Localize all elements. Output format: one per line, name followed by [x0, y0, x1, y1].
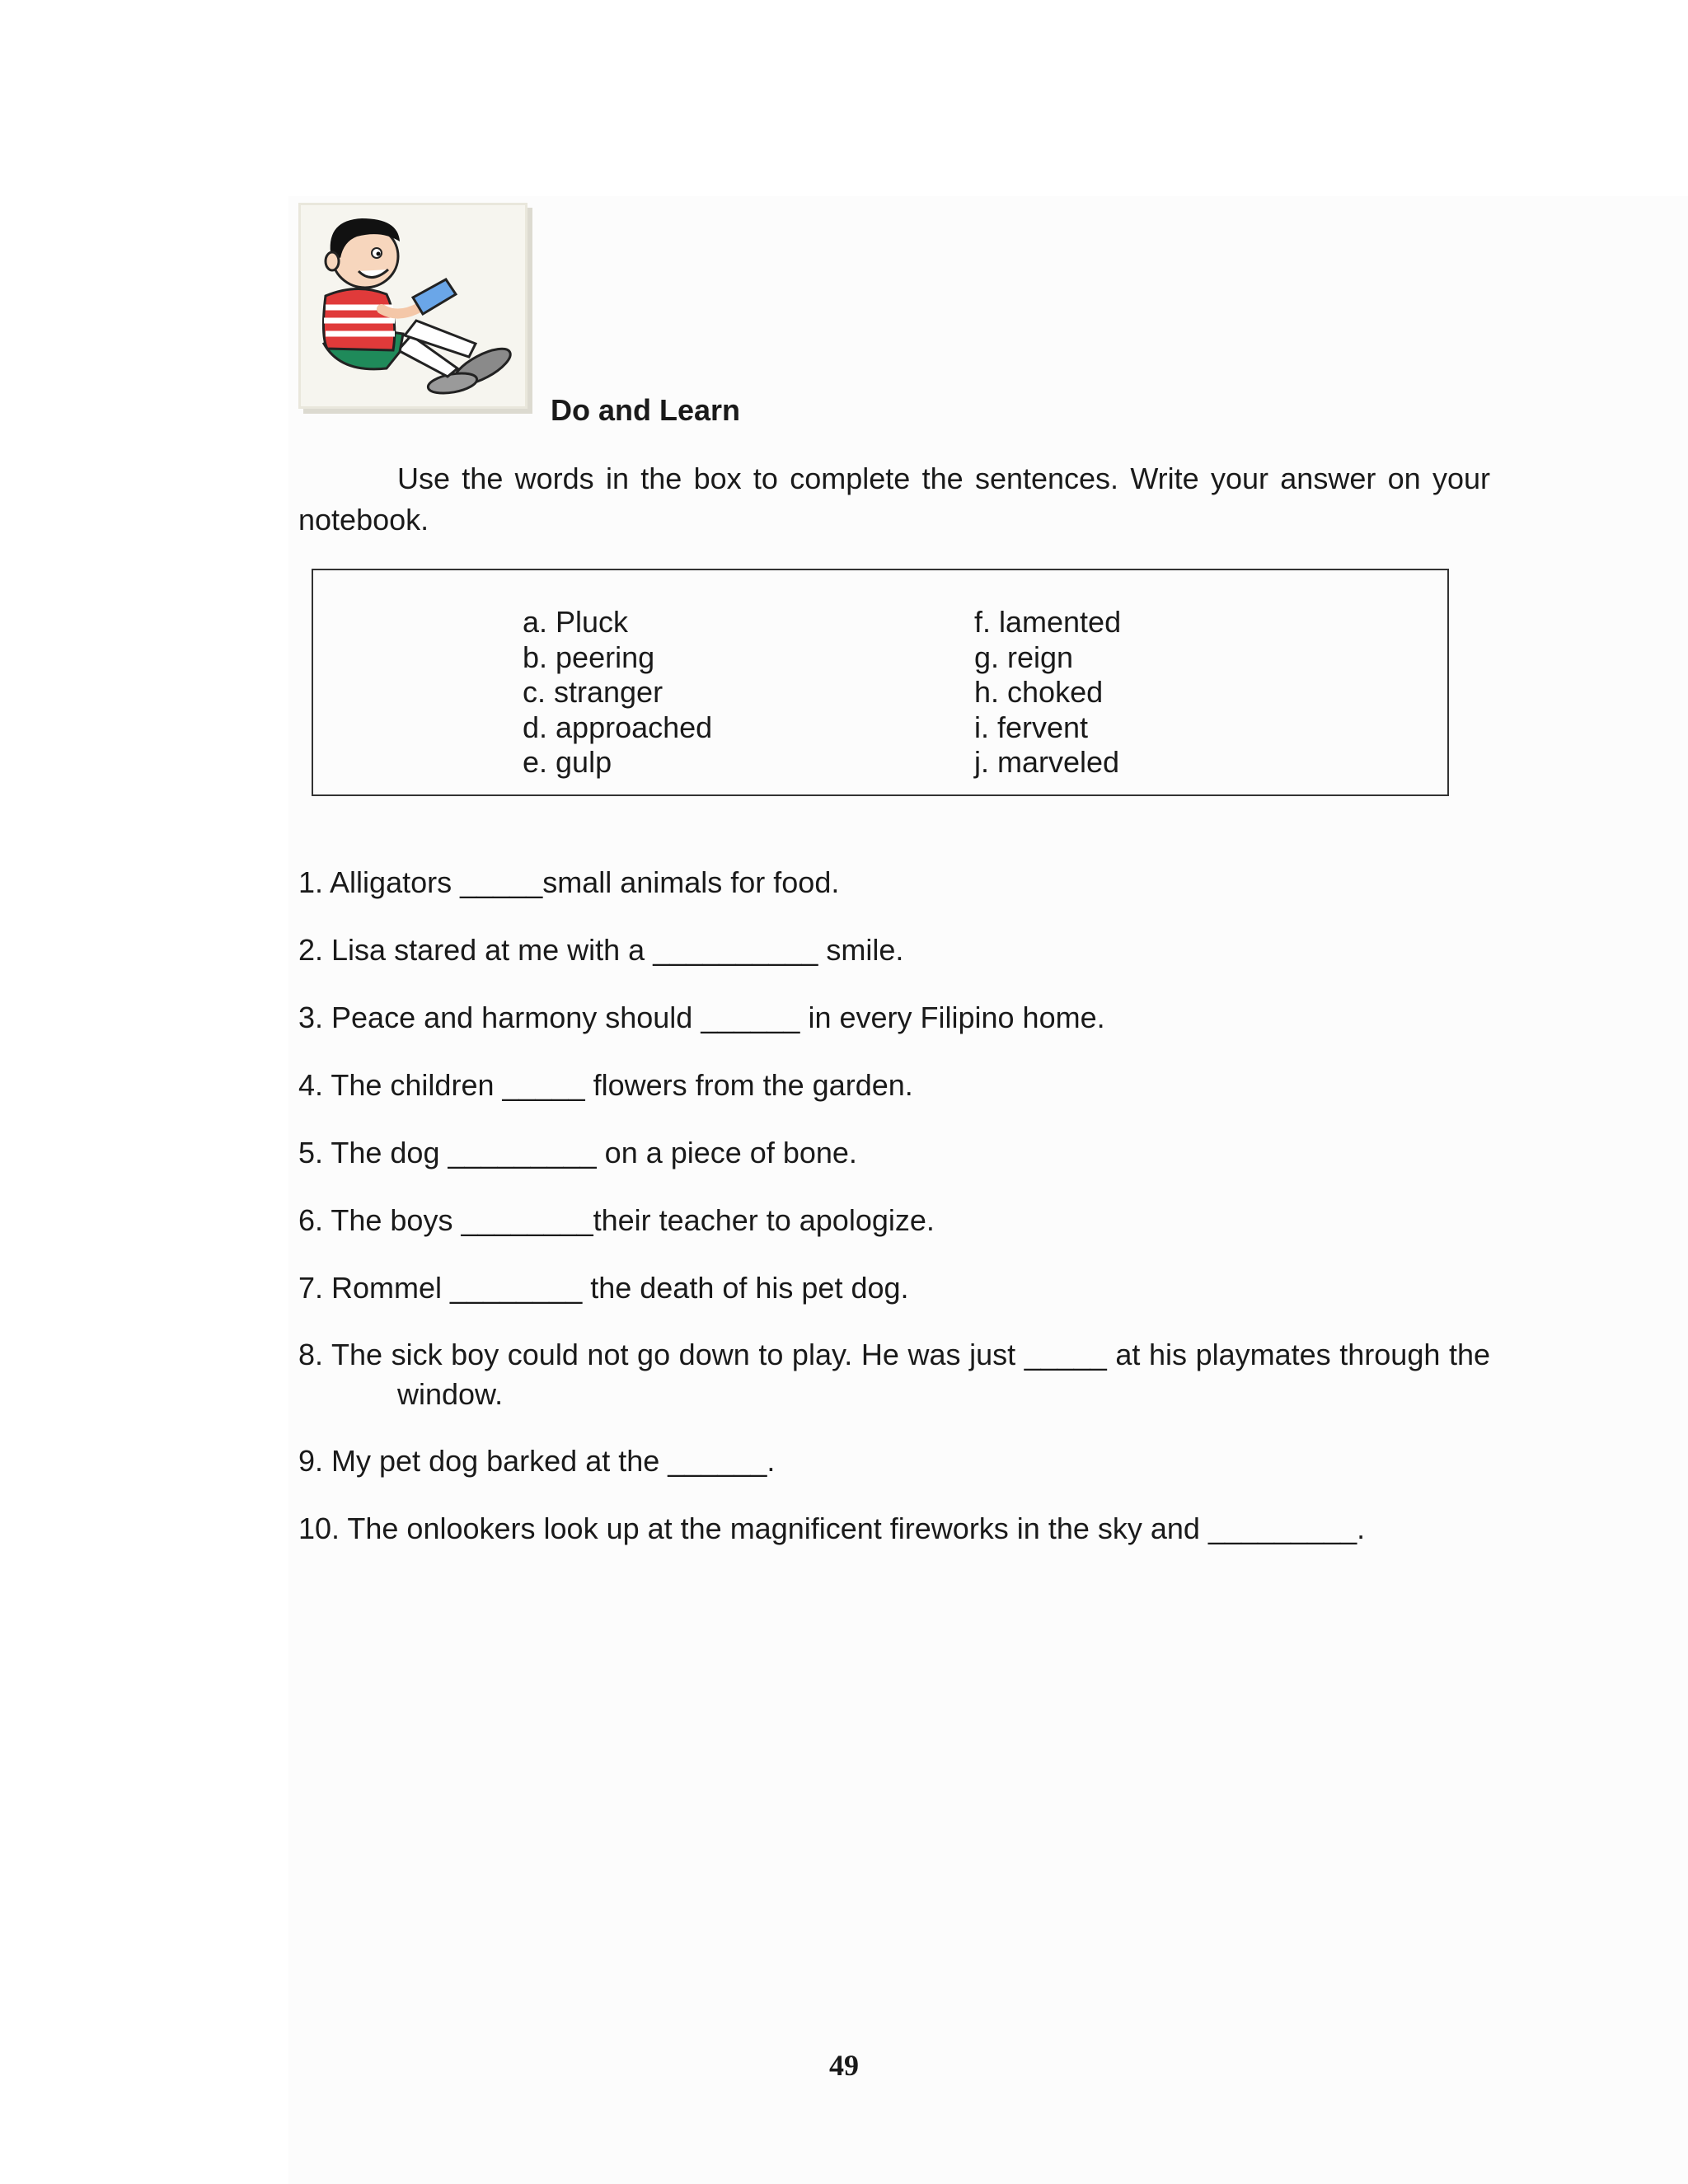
question-item: 5. The dog _________ on a piece of bone. [298, 1136, 857, 1169]
word-option: f. lamented [974, 605, 1122, 639]
question-item: 4. The children _____ flowers from the garden. [298, 1068, 913, 1102]
instructions-text: Use the words in the box to complete the sentences. Write your answer on your notebook. [298, 462, 1490, 537]
word-column-left [523, 605, 712, 780]
word-option: a. Pluck [523, 605, 629, 639]
boy-reading-icon [307, 212, 518, 400]
page-number: 49 [829, 2049, 859, 2082]
word-option: h. choked [974, 675, 1104, 709]
question-item: 6. The boys ________their teacher to apologize. [298, 1203, 935, 1237]
word-option: c. stranger [523, 675, 663, 709]
question-item: 7. Rommel ________ the death of his pet dog. [298, 1271, 909, 1305]
word-option: b. peering [523, 640, 655, 674]
word-option: g. reign [974, 640, 1074, 674]
word-option: d. approached [523, 710, 713, 744]
question-item: 1. Alligators _____small animals for food. [298, 865, 840, 899]
word-option: i. fervent [974, 710, 1089, 744]
question-item: 3. Peace and harmony should ______ in every Filipino home. [298, 1001, 1105, 1034]
question-item: 2. Lisa stared at me with a __________ smile. [298, 933, 904, 967]
illustration-frame [298, 203, 528, 409]
question-item: 10. The onlookers look up at the magnificent fireworks in the sky and _________. [298, 1511, 1366, 1545]
question-item: 9. My pet dog barked at the ______. [298, 1444, 776, 1478]
word-box [312, 569, 1449, 796]
question-list [298, 862, 1490, 1576]
word-option: e. gulp [523, 745, 612, 779]
question-item: 8. The sick boy could not go down to play. He was just _____ at his playmates through the window. [298, 1338, 1490, 1411]
word-column-right [974, 605, 1121, 780]
word-option: j. marveled [974, 745, 1120, 779]
section-title: Do and Learn [551, 393, 741, 427]
